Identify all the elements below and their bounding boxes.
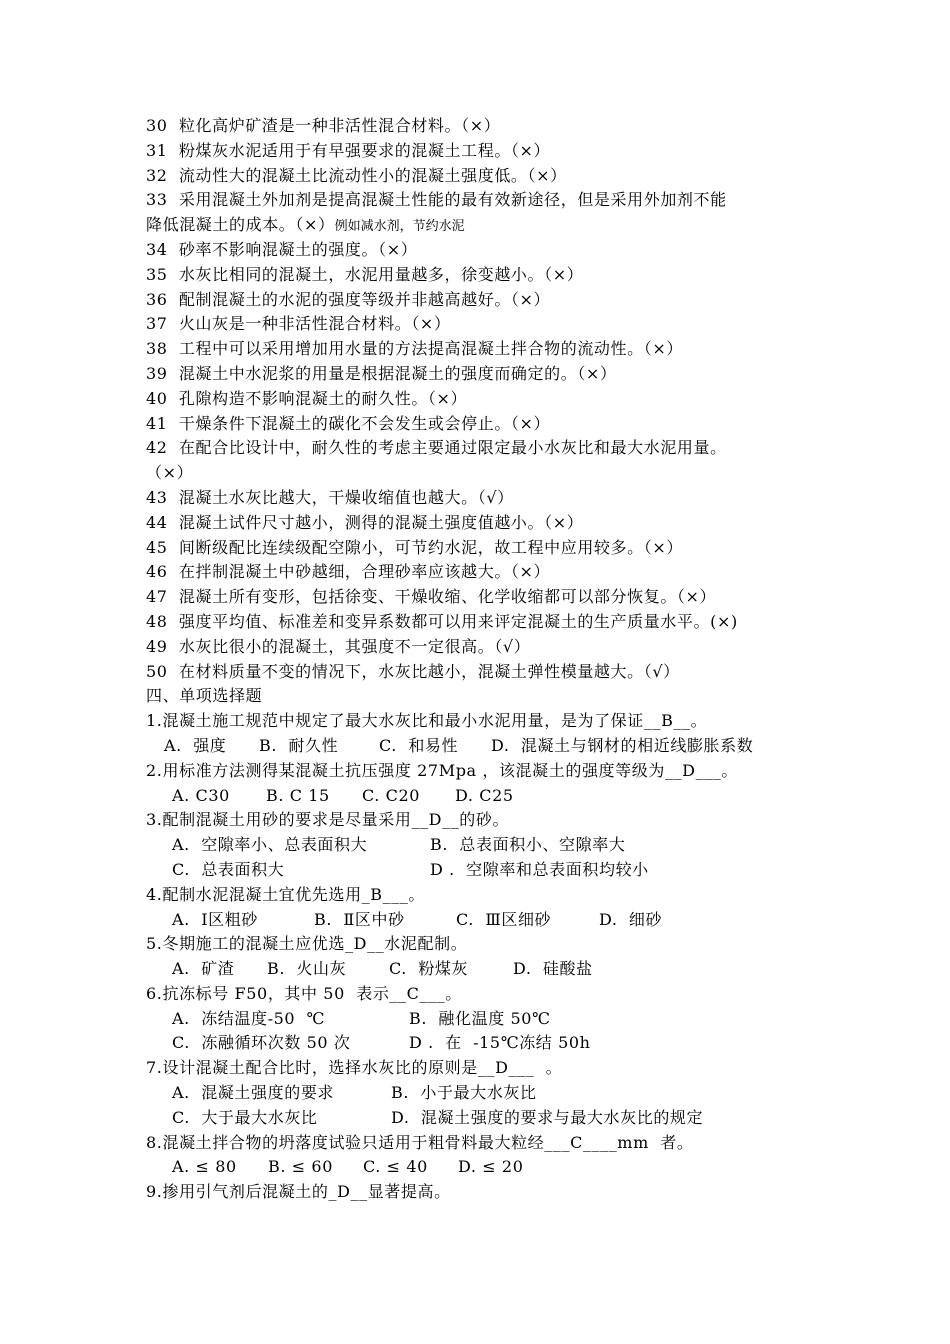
- q7-option-a: A. 混凝土强度的要求: [172, 1083, 335, 1103]
- judgement-item-36: 36 配制混凝土的水泥的强度等级并非越高越好。（×）: [146, 289, 551, 309]
- q5-option-d: D. 硅酸盐: [513, 959, 593, 979]
- question-3-options-row2: [146, 858, 826, 883]
- q3-option-c: C. 总表面积大: [172, 859, 285, 879]
- q6-option-a: A. 冻结温度-50 ℃: [172, 1008, 326, 1028]
- q2-option-a: A. C30: [172, 785, 230, 805]
- q4-option-d: D. 细砂: [599, 909, 663, 929]
- q4-option-c: C. Ⅲ区细砂: [456, 909, 552, 929]
- q2-option-b: B. C 15: [266, 785, 330, 805]
- judgement-item-44: 44 混凝土试件尺寸越小，测得的混凝土强度值越小。（×）: [146, 512, 584, 532]
- judgement-item-40: 40 孔隙构造不影响混凝土的耐久性。（×）: [146, 388, 468, 408]
- q3-option-d: D . 空隙率和总表面积均较小: [430, 859, 649, 879]
- q4-option-b: B. Ⅱ区中砂: [314, 909, 405, 929]
- q8-option-b: B. ≤ 60: [268, 1157, 333, 1177]
- q6-option-d: D . 在 -15℃冻结 50h: [409, 1033, 591, 1053]
- item33-handwritten-note: 例如减水剂，节约水泥: [334, 219, 465, 235]
- question-7-stem: 7.设计混凝土配合比时，选择水灰比的原则是__D___ 。: [146, 1058, 563, 1078]
- judgement-item-33-continued: [146, 213, 826, 238]
- q4-option-a: A. Ⅰ区粗砂: [172, 909, 258, 929]
- q6-option-b: B. 融化温度 50℃: [409, 1008, 551, 1028]
- q2-option-c: C. C20: [362, 785, 421, 805]
- question-3-stem: 3.配制混凝土用砂的要求是尽量采用__D__的砂。: [146, 810, 510, 830]
- question-5-stem: 5.冬期施工的混凝土应优选_D__水泥配制。: [146, 934, 468, 954]
- q8-option-c: C. ≤ 40: [363, 1157, 428, 1177]
- judgement-item-39: 39 混凝土中水泥浆的用量是根据混凝土的强度而确定的。（×）: [146, 363, 617, 383]
- q8-option-d: D. ≤ 20: [458, 1157, 524, 1177]
- question-7-options-row1: [146, 1081, 826, 1106]
- judgement-item-42-answer: （×）: [146, 463, 194, 483]
- section-title: 四、单项选择题: [146, 686, 263, 706]
- question-3-options-row1: [146, 833, 826, 858]
- judgement-item-33: 33 采用混凝土外加剂是提高混凝土性能的最有效新途径，但是采用外加剂不能: [146, 190, 727, 210]
- question-4-stem: 4.配制水泥混凝土宜优先选用_B___。: [146, 884, 426, 904]
- q1-option-d: D. 混凝土与钢材的相近线膨胀系数: [491, 735, 754, 755]
- judgement-item-38: 38 工程中可以采用增加用水量的方法提高混凝土拌合物的流动性。（×）: [146, 339, 683, 359]
- judgement-item-41: 41 干燥条件下混凝土的碳化不会发生或会停止。（×）: [146, 413, 551, 433]
- q5-option-c: C. 粉煤灰: [389, 959, 469, 979]
- question-1-options: [146, 734, 826, 759]
- judgement-item-35: 35 水灰比相同的混凝土，水泥用量越多，徐变越小。（×）: [146, 264, 584, 284]
- q1-option-a: A. 强度: [164, 735, 227, 755]
- judgement-item-32: 32 流动性大的混凝土比流动性小的混凝土强度低。（×）: [146, 165, 567, 185]
- judgement-item-30: 30 粒化高炉矿渣是一种非活性混合材料。（×）: [146, 116, 501, 135]
- judgement-item-43: 43 混凝土水灰比越大，干燥收缩值也越大。（√）: [146, 487, 514, 507]
- question-2-stem: 2.用标准方法测得某混凝土抗压强度 27Mpa ，该混凝土的强度等级为__D___。: [146, 760, 738, 780]
- question-8-options: [146, 1155, 826, 1180]
- q2-option-d: D. C25: [455, 785, 514, 805]
- judgement-item-37: 37 火山灰是一种非活性混合材料。（×）: [146, 314, 451, 334]
- question-1-stem: 1.混凝土施工规范中规定了最大水灰比和最小水泥用量，是为了保证__B__。: [146, 711, 708, 731]
- q8-option-a: A. ≤ 80: [172, 1157, 237, 1177]
- q3-option-b: B. 总表面积小、空隙率大: [430, 835, 626, 855]
- q7-option-d: D. 混凝土强度的要求与最大水灰比的规定: [391, 1107, 704, 1127]
- question-5-options: [146, 957, 826, 982]
- q6-option-c: C. 冻融循环次数 50 次: [172, 1033, 351, 1053]
- q1-option-b: B. 耐久性: [259, 735, 339, 755]
- judgement-item-45: 45 间断级配比连续级配空隙小，可节约水泥，故工程中应用较多。（×）: [146, 537, 683, 557]
- question-6-options-row2: [146, 1031, 826, 1056]
- judgement-item-49: 49 水灰比很小的混凝土，其强度不一定很高。（√）: [146, 636, 531, 656]
- judgement-item-31: 31 粉煤灰水泥适用于有早强要求的混凝土工程。（×）: [146, 140, 551, 160]
- document-body: [146, 114, 826, 1205]
- q7-option-c: C. 大于最大水灰比: [172, 1107, 318, 1127]
- q5-option-a: A. 矿渣: [172, 959, 235, 979]
- judgement-item-46: 46 在拌制混凝土中砂越细，合理砂率应该越大。（×）: [146, 562, 551, 582]
- judgement-item-48: 48 强度平均值、标准差和变异系数都可以用来评定混凝土的生产质量水平。(×): [146, 611, 738, 631]
- item33-cont-text: 降低混凝土的成本。（×）: [146, 215, 335, 235]
- judgement-item-34: 34 砂率不影响混凝土的强度。（×）: [146, 239, 418, 259]
- judgement-item-50: 50 在材料质量不变的情况下，水灰比越小，混凝土弹性模量越大。（√）: [146, 661, 680, 681]
- question-7-options-row2: [146, 1106, 826, 1131]
- q1-option-c: C. 和易性: [379, 735, 459, 755]
- q7-option-b: B. 小于最大水灰比: [391, 1083, 537, 1103]
- question-9-stem: 9.掺用引气剂后混凝土的_D__显著提高。: [146, 1182, 451, 1202]
- question-6-stem: 6.抗冻标号 F50，其中 50 表示__C___。: [146, 983, 462, 1003]
- q5-option-b: B. 火山灰: [267, 959, 347, 979]
- question-4-options: [146, 908, 826, 933]
- question-6-options-row1: [146, 1007, 826, 1032]
- judgement-item-42: 42 在配合比设计中，耐久性的考虑主要通过限定最小水灰比和最大水泥用量。: [146, 438, 727, 458]
- judgement-item-47: 47 混凝土所有变形，包括徐变、干燥收缩、化学收缩都可以部分恢复。（×）: [146, 587, 717, 607]
- question-2-options: [146, 784, 826, 809]
- question-8-stem: 8.混凝土拌合物的坍落度试验只适用于粗骨料最大粒经___C____mm 者。: [146, 1132, 694, 1152]
- q3-option-a: A. 空隙率小、总表面积大: [172, 835, 368, 855]
